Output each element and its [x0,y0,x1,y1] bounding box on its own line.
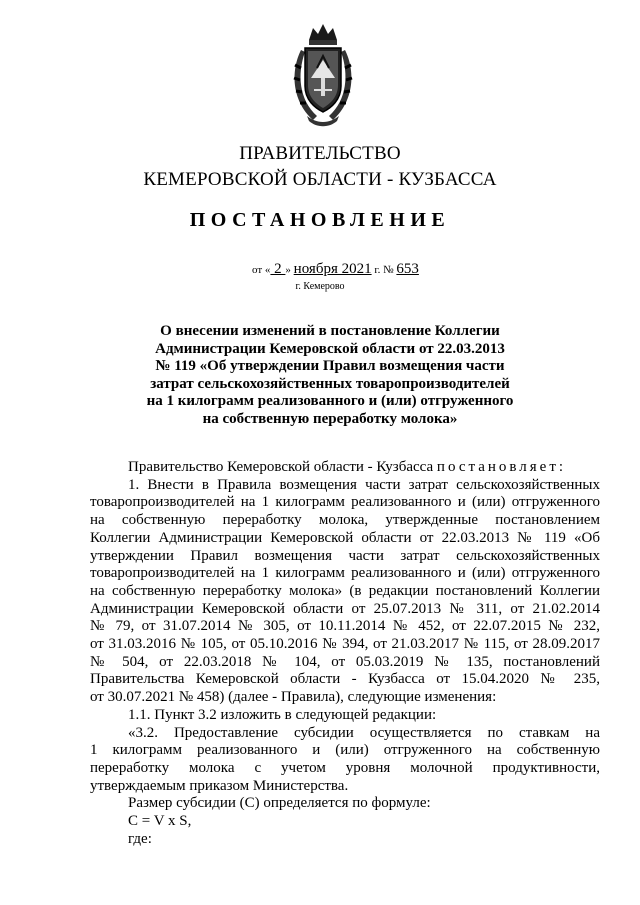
date-month-year: ноября 2021 [293,261,372,277]
title-line: № 119 «Об утверждении Правил возмещения части [155,358,505,375]
title-line: на 1 килограмм реализованного и (или) отгруженного [146,393,514,410]
document-number: 653 [396,261,419,277]
document-body [90,459,600,848]
date-prefix: от « [252,264,271,276]
city-name: г. Кемерово [295,281,345,292]
body-line: Коллегии Администрации Кемеровской области от 22.03.2013 № 119 «Об [90,529,600,546]
body-line: на собственную переработку молока, утвержденные постановлением [90,512,600,529]
body-line: товаропроизводителей на 1 килограмм реализованного и (или) отгруженного [90,565,600,582]
body-line: на собственную переработку молока» (в редакции постановлений Коллегии [90,582,600,599]
body-line: № 504, от 22.03.2018 № 104, от 05.03.2019 № 135, постановлений [90,653,600,670]
date-day: 2 [270,261,286,277]
government-name-line2: КЕМЕРОВСКОЙ ОБЛАСТИ - КУЗБАССА [143,169,497,190]
body-line: товаропроизводителей на 1 килограмм реализованного и (или) отгруженного [90,494,600,511]
intro-paragraph [90,459,600,477]
title-line: О внесении изменений в постановление Коллегии [160,323,500,339]
title-line: затрат сельскохозяйственных товаропроизводителей [150,375,510,392]
document-type-heading: ПОСТАНОВЛЕНИЕ [189,209,451,231]
body-line: 1 килограмм реализованного и (или) отгруженного на собственную [90,742,600,759]
body-line: утверждении Правил возмещения части затрат сельскохозяйственных [90,547,600,564]
body-line: № 79, от 31.07.2014 № 305, от 10.11.2014 № 452, от 22.07.2015 № 232, [90,618,600,635]
document-title [120,323,540,429]
title-line: Администрации Кемеровской области от 22.03.2013 [155,340,505,357]
intro-verb: постановляет: [436,459,567,475]
body-line: Администрации Кемеровской области от 25.07.2013 № 311, от 21.02.2014 [90,600,600,617]
body-line: «3.2. Предоставление субсидии осуществляется по ставкам на [128,724,600,741]
coat-of-arms-emblem-icon [287,20,359,132]
intro-text: Правительство Кемеровской области - Кузбасса [128,459,437,475]
date-year-suffix: г. № [371,264,397,276]
body-line: от 30.07.2021 № 458) (далее - Правила), следующие изменения: [90,689,497,706]
body-line: Размер субсидии (C) определяется по формуле: [128,795,431,812]
body-line: Правительства Кемеровской области - Кузбасса от 15.04.2020 № 235, [90,671,600,688]
body-line: где: [128,830,152,847]
body-line: утверждаемым приказом Министерства. [90,777,349,794]
date-number-line [252,261,419,278]
body-line: переработку молока с учетом уровня молочной продуктивности, [90,759,600,776]
government-name-line1: ПРАВИТЕЛЬСТВО [239,143,401,164]
title-line: на собственную переработку молока» [202,410,458,427]
body-line: 1. Внести в Правила возмещения части затрат сельскохозяйственных [128,476,600,493]
formula-line: C = V x S, [128,813,192,830]
body-line: от 31.03.2016 № 105, от 05.10.2016 № 394, от 21.03.2017 № 115, от 28.09.2017 [90,636,600,653]
body-line: 1.1. Пункт 3.2 изложить в следующей редакции: [128,706,437,723]
date-mid: » [285,264,294,276]
